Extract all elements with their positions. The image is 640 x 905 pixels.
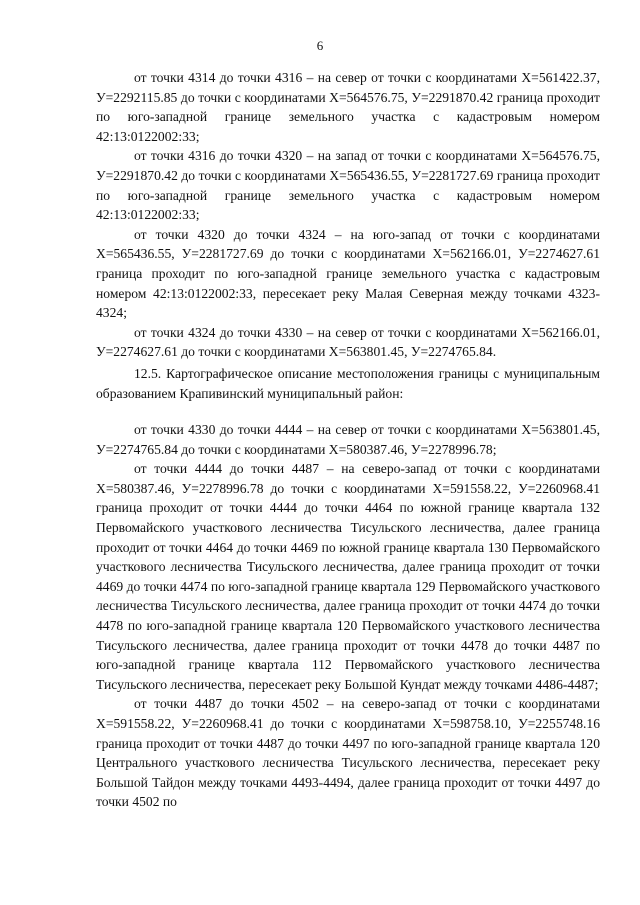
- page-number: 6: [316, 38, 324, 53]
- paragraph: от точки 4487 до точки 4502 – на северо-запад от точки с координатами Х=591558.22, У=2260968.41 до точки с координатами Х=598758.10, У=2255748.16 граница проходит от точки 4487 до точки 4497 по юго-западной границе квартала 120 Центрального участкового лесничества Тисульского лесничества, пересекает реку Большой Тайдон между точками 4493-4494, далее граница проходит от точки 4497 до точки 4502 по: [96, 696, 600, 810]
- paragraph: от точки 4444 до точки 4487 – на северо-запад от точки с координатами Х=580387.46, У=2278996.78 до точки с координатами Х=591558.22, У=2260968.41 граница проходит от точки 4444 до точки 4464 по южной границе квартала 132 Первомайского участкового лесничества Тисульского лесничества, далее граница проходит от точки 4464 до точки 4469 по южной границе квартала 130 Первомайского участкового лесничества Тисульского лесничества, далее граница проходит от точки 4469 до точки 4474 по юго-западной границе квартала 129 Первомайского участкового лесничества Тисульского лесничества, далее граница проходит от точки 4474 до точки 4478 по юго-западной границе квартала 120 Первомайского участкового лесничества Тисульского лесничества, далее граница проходит от точки 4478 до точки 4487 по юго-западной границе квартала 112 Первомайского участкового лесничества Тисульского лесничества, пересекает реку Большой Кундат между точками 4486-4487;: [96, 461, 600, 692]
- paragraph: от точки 4316 до точки 4320 – на запад от точки с координатами Х=564576.75, У=2291870.42 до точки с координатами Х=565436.55, У=2281727.69 граница проходит по юго-западной границе земельного участка с кадастровым номером 42:13:0122002:33;: [96, 148, 600, 223]
- paragraph: от точки 4320 до точки 4324 – на юго-запад от точки с координатами Х=565436.55, У=2281727.69 до точки с координатами Х=562166.01, У=2274627.61 граница проходит по юго-западной границе земельного участка с кадастровым номером 42:13:0122002:33, пересекает реку Малая Северная между точками 4323-4324;: [96, 226, 600, 321]
- boundary-description-block: [96, 420, 600, 812]
- paragraph: от точки 4324 до точки 4330 – на север от точки с координатами Х=562166.01, У=2274627.61 до точки с координатами Х=563801.45, У=2274765.84.: [96, 324, 600, 360]
- paragraph: от точки 4330 до точки 4444 – на север от точки с координатами Х=563801.45, У=2274765.84 до точки с координатами Х=580387.46, У=2278996.78;: [96, 422, 600, 457]
- paragraph: от точки 4314 до точки 4316 – на север от точки с координатами Х=561422.37, У=2292115.85 до точки с координатами Х=564576.75, У=2291870.42 граница проходит по юго-западной границе земельного участка с кадастровым номером 42:13:0122002:33;: [96, 70, 600, 144]
- boundary-description-block: [96, 68, 600, 362]
- section-heading-block: [96, 364, 600, 403]
- section-heading: 12.5. Картографическое описание местоположения границы с муниципальным образованием Крапивинский муниципальный район:: [96, 366, 600, 401]
